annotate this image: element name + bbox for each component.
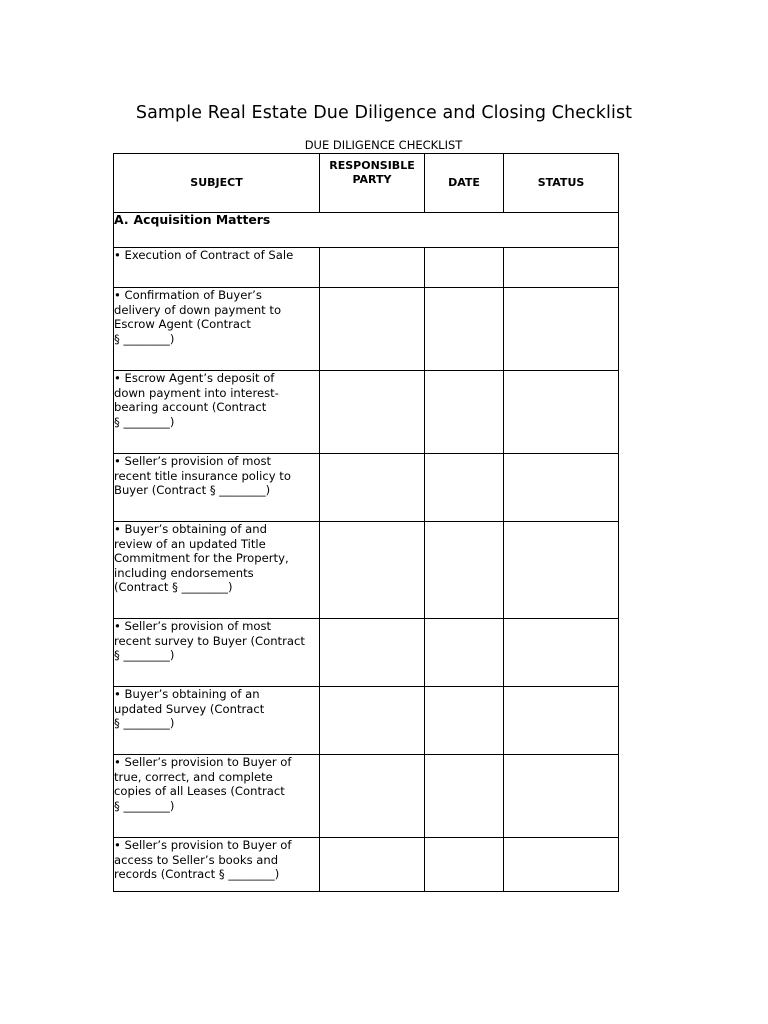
subject-line: § ________) — [114, 331, 175, 346]
column-header-responsible-party — [320, 154, 425, 213]
responsible-party-cell[interactable] — [320, 248, 425, 288]
status-cell[interactable] — [504, 454, 619, 522]
subject-line: • Seller’s provision of most — [114, 454, 272, 468]
column-header-status-label: STATUS — [537, 176, 585, 189]
status-cell[interactable] — [504, 522, 619, 619]
date-cell[interactable] — [425, 454, 504, 522]
subject-line: § ________) — [114, 648, 175, 663]
date-cell[interactable] — [425, 755, 504, 838]
subject-line: including endorsements — [114, 565, 254, 580]
status-cell[interactable] — [504, 619, 619, 687]
subject-line: § ________) — [114, 414, 175, 429]
subject-line: recent title insurance policy to — [114, 468, 291, 483]
responsible-party-cell[interactable] — [320, 838, 425, 892]
table-row — [114, 454, 619, 522]
subject-line: • Buyer’s obtaining of and — [114, 522, 267, 536]
date-cell[interactable] — [425, 371, 504, 454]
subject-line: access to Seller’s books and — [114, 852, 279, 867]
subject-line: (Contract § ________) — [114, 580, 233, 595]
table-row — [114, 755, 619, 838]
subject-line: § ________) — [114, 716, 175, 731]
column-header-status — [504, 154, 619, 213]
table-row — [114, 371, 619, 454]
column-header-date-label: DATE — [448, 176, 480, 189]
section-title: Acquisition Matters — [133, 212, 271, 227]
status-cell[interactable] — [504, 248, 619, 288]
date-cell[interactable] — [425, 288, 504, 371]
subject-line: • Confirmation of Buyer’s — [114, 288, 262, 302]
subject-line: Escrow Agent (Contract — [114, 317, 251, 332]
responsible-party-cell[interactable] — [320, 687, 425, 755]
responsible-party-cell[interactable] — [320, 454, 425, 522]
subject-cell — [114, 522, 320, 619]
subject-line: delivery of down payment to — [114, 302, 282, 317]
column-header-date — [425, 154, 504, 213]
subject-line: updated Survey (Contract — [114, 701, 265, 716]
subject-line: • Escrow Agent’s deposit of — [114, 371, 275, 385]
subject-cell — [114, 288, 320, 371]
table-row — [114, 687, 619, 755]
subject-line: copies of all Leases (Contract — [114, 784, 285, 799]
table-row — [114, 522, 619, 619]
subject-line: records (Contract § ________) — [114, 867, 280, 882]
subject-line: • Buyer’s obtaining of an — [114, 687, 260, 701]
table-row — [114, 288, 619, 371]
responsible-party-cell[interactable] — [320, 371, 425, 454]
column-header-subject — [114, 154, 320, 213]
subject-line: Commitment for the Property, — [114, 551, 289, 566]
status-cell[interactable] — [504, 288, 619, 371]
table-row — [114, 838, 619, 892]
column-header-responsible-label: RESPONSIBLE — [329, 159, 415, 172]
responsible-party-cell[interactable] — [320, 522, 425, 619]
section-number: A. — [114, 212, 129, 227]
table-row — [114, 619, 619, 687]
table-caption: DUE DILIGENCE CHECKLIST — [304, 138, 463, 152]
subject-line: • Execution of Contract of Sale — [114, 248, 294, 262]
subject-line: • Seller’s provision to Buyer of — [114, 755, 292, 769]
subject-cell — [114, 755, 320, 838]
subject-line: Buyer (Contract § ________) — [114, 483, 271, 498]
column-header-party-label: PARTY — [352, 173, 392, 186]
subject-cell — [114, 454, 320, 522]
subject-line: true, correct, and complete — [114, 769, 273, 784]
subject-line: down payment into interest- — [114, 385, 279, 400]
responsible-party-cell[interactable] — [320, 755, 425, 838]
section-row — [114, 213, 619, 248]
status-cell[interactable] — [504, 687, 619, 755]
subject-cell — [114, 687, 320, 755]
subject-cell — [114, 248, 320, 288]
status-cell[interactable] — [504, 371, 619, 454]
status-cell[interactable] — [504, 755, 619, 838]
subject-line: • Seller’s provision of most — [114, 619, 272, 633]
date-cell[interactable] — [425, 522, 504, 619]
responsible-party-cell[interactable] — [320, 288, 425, 371]
subject-line: review of an updated Title — [114, 536, 266, 551]
section-heading — [114, 213, 619, 248]
subject-line: • Seller’s provision to Buyer of — [114, 838, 292, 852]
subject-line: bearing account (Contract — [114, 400, 267, 415]
table-row — [114, 248, 619, 288]
date-cell[interactable] — [425, 687, 504, 755]
column-header-subject-label: SUBJECT — [190, 176, 243, 189]
date-cell[interactable] — [425, 619, 504, 687]
subject-cell — [114, 619, 320, 687]
subject-line: recent survey to Buyer (Contract — [114, 633, 305, 648]
status-cell[interactable] — [504, 838, 619, 892]
due-diligence-table — [113, 153, 619, 892]
subject-line: § ________) — [114, 798, 175, 813]
document-title: Sample Real Estate Due Diligence and Closing Checklist — [135, 103, 633, 123]
date-cell[interactable] — [425, 248, 504, 288]
subject-cell — [114, 838, 320, 892]
table-header-row — [114, 154, 619, 213]
subject-cell — [114, 371, 320, 454]
date-cell[interactable] — [425, 838, 504, 892]
responsible-party-cell[interactable] — [320, 619, 425, 687]
